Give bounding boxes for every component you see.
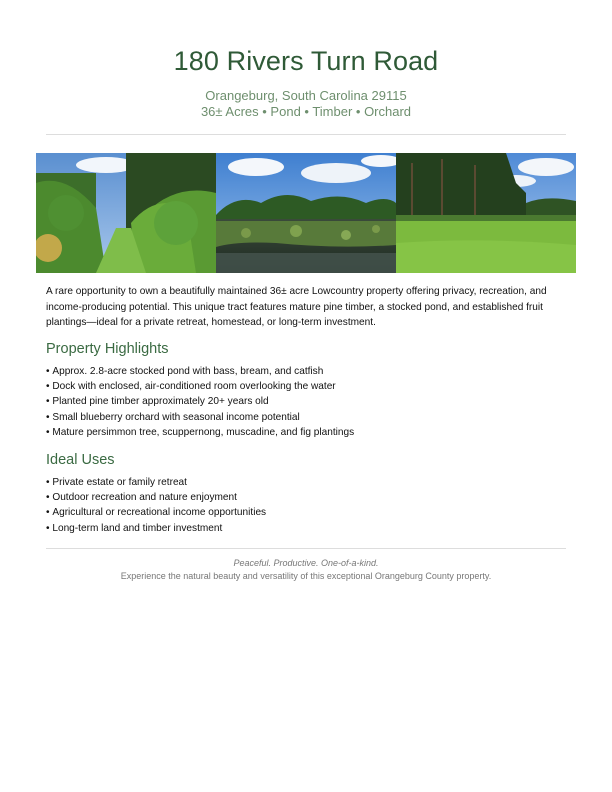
list-item: • Small blueberry orchard with seasonal income potential [46,410,566,425]
page-title: 180 Rivers Turn Road [173,46,439,76]
pond-photo [216,153,396,273]
list-item: • Outdoor recreation and nature enjoyment [46,490,566,505]
photo-strip [36,153,576,273]
intro-paragraph: A rare opportunity to own a beautifully maintained 36± acre Lowcountry property offering privacy, recreation, and income-producing potential. This unique tract features mature pine timber, a stocked pond, and established fruit plantings—ideal for a private retreat, homestead, or long-term investment. [46,286,547,328]
list-item: • Planted pine timber approximately 20+ years old [46,394,566,409]
uses-list [46,475,566,536]
list-item: • Mature persimmon tree, scuppernong, muscadine, and fig plantings [46,425,566,440]
pine-lawn-photo [396,153,576,273]
vineyard-path-photo [36,153,216,273]
list-item: • Long-term land and timber investment [46,521,566,536]
footer-note: Experience the natural beauty and versatility of this exceptional Orangeburg County property. [120,571,492,581]
top-divider [46,134,566,135]
list-item: • Dock with enclosed, air-conditioned room overlooking the water [46,379,566,394]
location-line: Orangeburg, South Carolina 29115 [205,88,407,103]
list-item: • Private estate or family retreat [46,475,566,490]
summary-line: 36± Acres • Pond • Timber • Orchard [200,104,412,119]
highlights-list [46,364,566,440]
uses-heading: Ideal Uses [46,452,115,468]
list-item: • Approx. 2.8-acre stocked pond with bass, bream, and catfish [46,364,566,379]
highlights-heading: Property Highlights [46,341,169,357]
list-item: • Agricultural or recreational income opportunities [46,505,566,520]
bottom-divider [46,548,566,549]
tagline: Peaceful. Productive. One-of-a-kind. [233,558,379,568]
